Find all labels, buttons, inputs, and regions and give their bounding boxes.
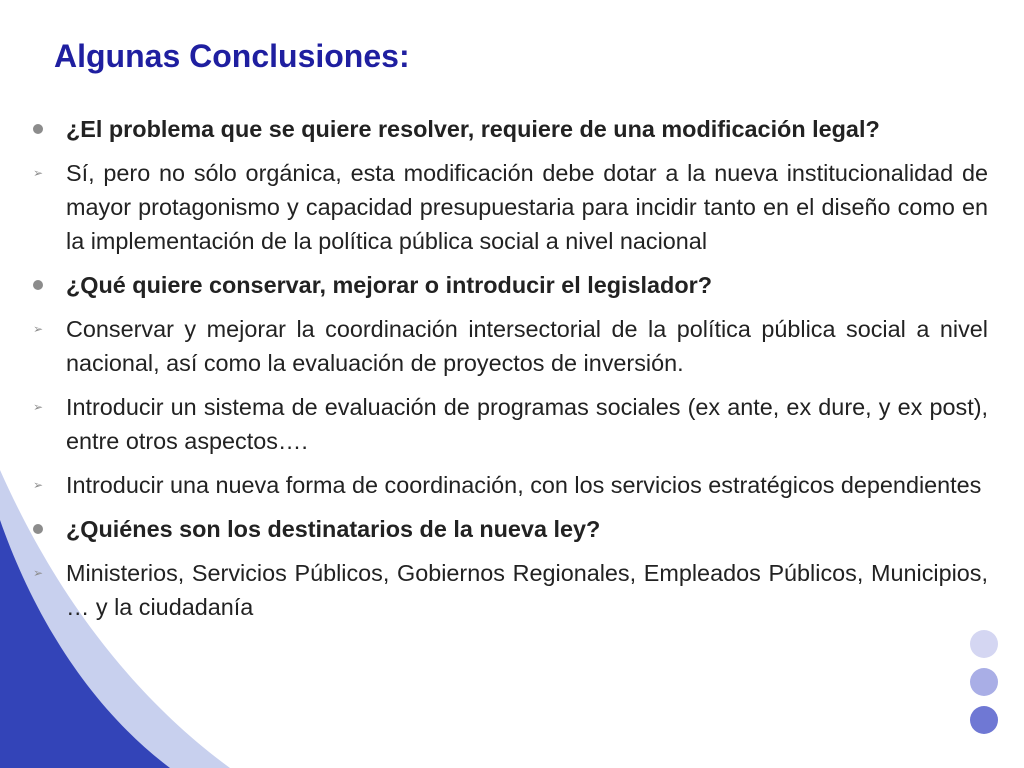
item-text: Ministerios, Servicios Públicos, Gobiernos Regionales, Empleados Públicos, Municipios, … y la ciudadanía	[66, 560, 988, 620]
item-text: ¿Quiénes son los destinatarios de la nueva ley?	[66, 516, 601, 542]
sub-point	[28, 156, 988, 258]
slide-content	[28, 112, 988, 634]
arrow-bullet-icon: ➢	[32, 322, 44, 336]
arrow-bullet-icon: ➢	[32, 166, 44, 180]
item-text: ¿El problema que se quiere resolver, requiere de una modificación legal?	[66, 116, 880, 142]
arrow-bullet-icon: ➢	[32, 478, 44, 492]
arrow-bullet-icon: ➢	[32, 400, 44, 414]
decorative-circle-bottom	[970, 706, 998, 734]
bullet-question	[28, 112, 988, 146]
item-text: Introducir una nueva forma de coordinación, con los servicios estratégicos dependientes	[66, 472, 982, 498]
arrow-bullet-icon: ➢	[32, 566, 44, 580]
item-text: Introducir un sistema de evaluación de programas sociales (ex ante, ex dure, y ex post), entre otros aspectos….	[66, 394, 988, 454]
decorative-circle-middle	[970, 668, 998, 696]
bullet-dot-icon	[28, 112, 48, 146]
sub-point	[28, 556, 988, 624]
decorative-circle-top	[970, 630, 998, 658]
bullet-dot-icon	[28, 512, 48, 546]
sub-point	[28, 312, 988, 380]
bullet-question	[28, 512, 988, 546]
sub-point	[28, 468, 988, 502]
item-text: Sí, pero no sólo orgánica, esta modificación debe dotar a la nueva institucionalidad de mayor protagonismo y capacidad presupuestaria para incidir tanto en el diseño como en la implementación de la política pública social a nivel nacional	[66, 160, 988, 254]
item-text: ¿Qué quiere conservar, mejorar o introducir el legislador?	[66, 272, 713, 298]
bullet-question	[28, 268, 988, 302]
bullet-dot-icon	[28, 268, 48, 302]
item-text: Conservar y mejorar la coordinación intersectorial de la política pública social a nivel nacional, así como la evaluación de proyectos de inversión.	[66, 316, 988, 376]
sub-point	[28, 390, 988, 458]
slide-title: Algunas Conclusiones:	[54, 38, 410, 74]
